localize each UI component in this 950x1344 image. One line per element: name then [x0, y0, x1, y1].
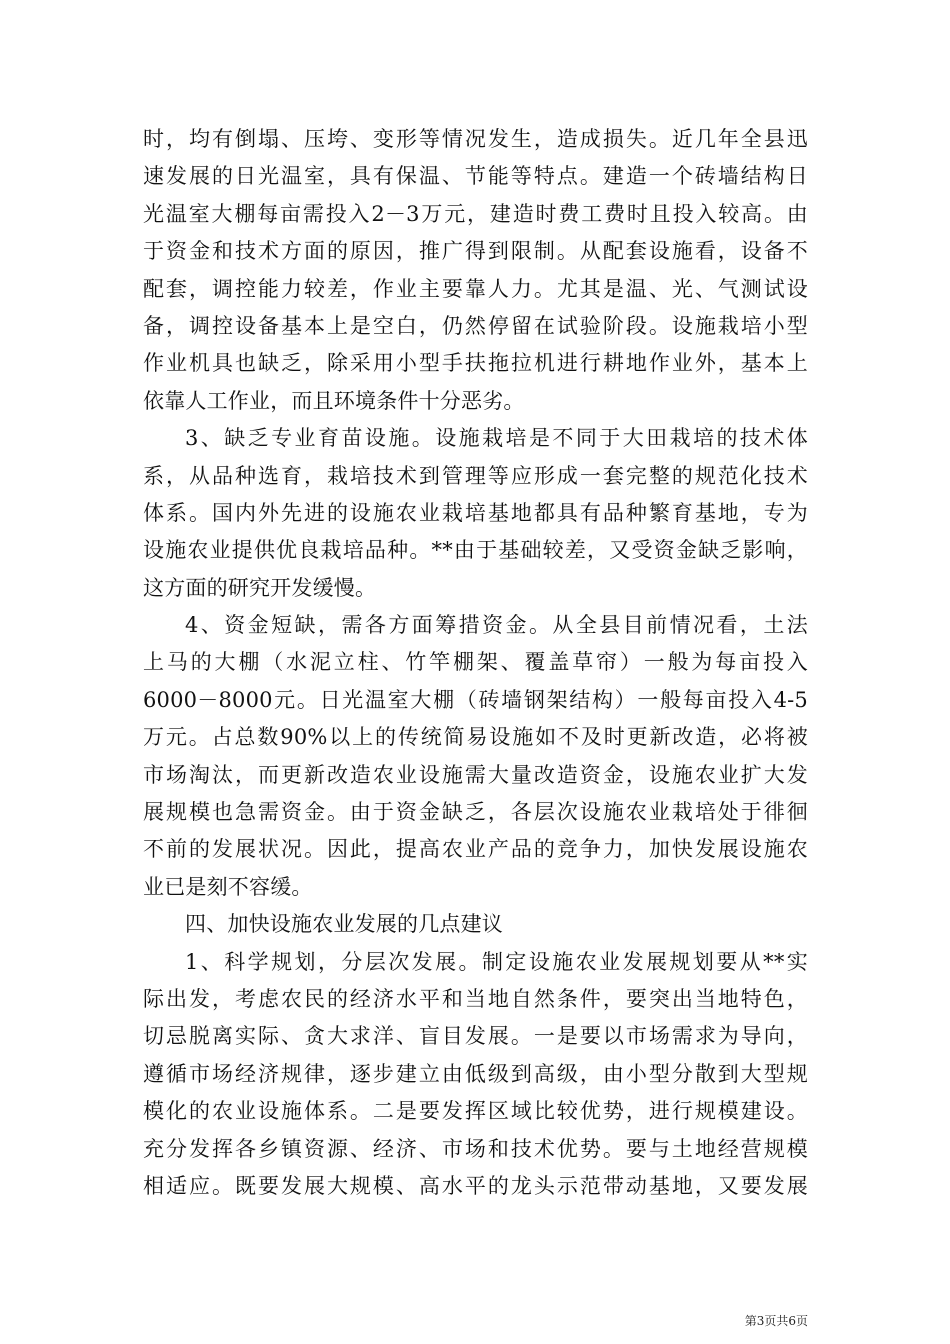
text-line: 模化的农业设施体系。二是要发挥区域比较优势，进行规模建设。	[143, 1099, 808, 1124]
text-line: 时，均有倒塌、压垮、变形等情况发生，造成损失。近几年全县迅	[143, 127, 808, 151]
text-line: 3、缺乏专业育苗设施。设施栽培是不同于大田栽培的技术体	[185, 426, 808, 451]
text-line: 体系。国内外先进的设施农业栽培基地都具有品种繁育基地，专为	[143, 500, 808, 525]
text-line: 配套，调控能力较差，作业主要靠人力。尤其是温、光、气测试设	[143, 276, 808, 301]
text-line: 上马的大棚（水泥立柱、竹竿棚架、覆盖草帘）一般为每亩投入	[143, 650, 808, 675]
text-line: 切忌脱离实际、贪大求洋、盲目发展。一是要以市场需求为导向，	[143, 1024, 808, 1049]
text-line: 万元。占总数90%以上的传统简易设施如不及时更新改造，必将被	[143, 725, 808, 750]
text-line: 市场淘汰，而更新改造农业设施需大量改造资金，设施农业扩大发	[143, 762, 808, 787]
text-line: 展规模也急需资金。由于资金缺乏，各层次设施农业栽培处于徘徊	[143, 800, 808, 825]
text-line: 依靠人工作业，而且环境条件十分恶劣。	[143, 388, 525, 413]
text-line: 作业机具也缺乏，除采用小型手扶拖拉机进行耕地作业外，基本上	[143, 351, 808, 376]
text-line: 这方面的研究开发缓慢。	[143, 575, 377, 600]
text-line: 四、加快设施农业发展的几点建议	[185, 912, 503, 937]
text-line: 充分发挥各乡镇资源、经济、市场和技术优势。要与土地经营规模	[143, 1136, 808, 1161]
text-line: 光温室大棚每亩需投入2－3万元，建造时费工费时且投入较高。由	[143, 201, 808, 226]
page-number: 第3页共6页	[744, 1314, 808, 1328]
text-line: 际出发，考虑农民的经济水平和当地自然条件，要突出当地特色，	[143, 986, 808, 1011]
text-line: 4、资金短缺，需各方面筹措资金。从全县目前情况看，土法	[185, 613, 808, 638]
text-line: 6000－8000元。日光温室大棚（砖墙钢架结构）一般每亩投入4-5	[143, 687, 808, 712]
text-line: 备，调控设备基本上是空白，仍然停留在试验阶段。设施栽培小型	[143, 313, 808, 338]
text-line: 1、科学规划，分层次发展。制定设施农业发展规划要从**实	[185, 949, 808, 974]
text-line: 不前的发展状况。因此，提高农业产品的竞争力，加快发展设施农	[143, 837, 808, 862]
text-line: 业已是刻不容缓。	[143, 874, 313, 899]
text-line: 遵循市场经济规律，逐步建立由低级到高级，由小型分散到大型规	[143, 1061, 808, 1086]
text-line: 设施农业提供优良栽培品种。**由于基础较差，又受资金缺乏影响，	[143, 538, 808, 563]
text-line: 系，从品种选育，栽培技术到管理等应形成一套完整的规范化技术	[143, 463, 808, 488]
body-text	[143, 121, 808, 1205]
text-line: 相适应。既要发展大规模、高水平的龙头示范带动基地，又要发展	[143, 1173, 808, 1198]
text-line: 速发展的日光温室，具有保温、节能等特点。建造一个砖墙结构日	[143, 164, 808, 189]
text-line: 于资金和技术方面的原因，推广得到限制。从配套设施看，设备不	[143, 239, 808, 264]
